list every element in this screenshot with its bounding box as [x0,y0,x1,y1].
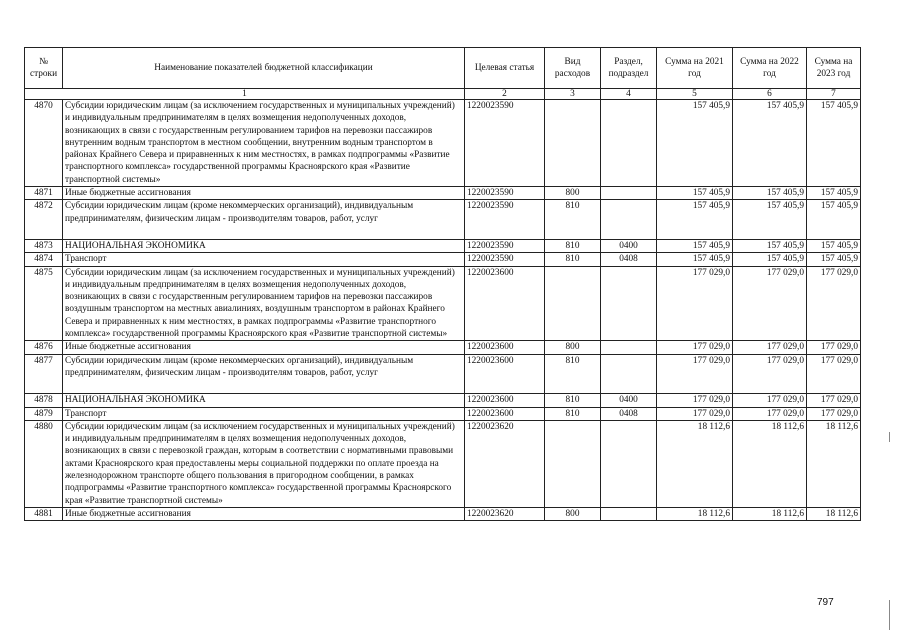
header-row [25,48,861,89]
row-name: Субсидии юридическим лицам (кроме некоммерческих организаций), индивидуальным предпринимателям, физическим лицам - производителям товаров, работ, услуг [63,200,465,225]
row-sum-2023: 18 112,6 [807,420,861,507]
row-sum-2023: 157 405,9 [807,253,861,266]
row-expense-type: 810 [545,200,601,225]
row-target: 1220023590 [465,253,545,266]
header-name: Наименование показателей бюджетной классификации [63,48,465,89]
row-sum-2023: 177 029,0 [807,394,861,407]
row-expense-type: 800 [545,187,601,200]
table-row [25,200,861,225]
row-target: 1220023600 [465,394,545,407]
scan-edge-mark [889,600,890,630]
row-name: Субсидии юридическим лицам (за исключением государственных и муниципальных учреждений) и индивидуальным предпринимателям в целях возмещения недополученных доходов, возникающих в связи с государственным регулированием тарифов на перевозки пассажиров внутренним водным транспортом в местном сообщении, внутренним водным транспортом в районах Крайнего Севера и приравненных к ним местностях, в рамках подпрограммы «Развитие транспортного комплекса» государственной программы Красноярского края «Развитие транспортной системы» [63,100,465,187]
row-sum-2021: 18 112,6 [657,507,733,520]
table-row [25,266,861,341]
row-number: 4881 [25,507,63,520]
row-sum-2022: 157 405,9 [733,253,807,266]
row-target: 1220023600 [465,266,545,341]
row-expense-type: 810 [545,253,601,266]
row-sum-2021: 157 405,9 [657,200,733,225]
row-sum-2021: 157 405,9 [657,239,733,252]
column-number-row [25,89,861,100]
row-name: НАЦИОНАЛЬНАЯ ЭКОНОМИКА [63,394,465,407]
page-number: 797 [817,597,834,608]
row-name: Субсидии юридическим лицам (за исключением государственных и муниципальных учреждений) и индивидуальным предпринимателям в целях возмещения недополученных доходов, возникающих в связи с перевозкой граждан, которым в соответствии с нормативными правовыми актами Красноярского края предоставлены меры социальной поддержки по оплате проезда на железнодорожном транспорте общего пользования в пригородном сообщении, в рамках подпрограммы «Развитие транспортного комплекса» государственной программы Красноярского края «Развитие транспортной системы» [63,420,465,507]
scan-edge-mark [889,432,890,442]
row-number: 4877 [25,354,63,379]
header-target: Целевая статья [465,48,545,89]
row-target: 1220023620 [465,507,545,520]
row-sum-2022: 18 112,6 [733,420,807,507]
table-row [25,239,861,252]
spacer-row [25,225,861,240]
table-row [25,253,861,266]
header-sum-2022: Сумма на 2022 год [733,48,807,89]
row-section [601,200,657,225]
row-sum-2021: 18 112,6 [657,420,733,507]
row-section [601,100,657,187]
row-sum-2023: 18 112,6 [807,507,861,520]
row-number: 4871 [25,187,63,200]
row-section: 0408 [601,253,657,266]
table-row [25,187,861,200]
row-number: 4880 [25,420,63,507]
row-expense-type [545,266,601,341]
column-number-1: 1 [25,89,465,100]
table-row [25,394,861,407]
row-section: 0408 [601,407,657,420]
row-sum-2022: 157 405,9 [733,200,807,225]
row-number: 4878 [25,394,63,407]
column-number-3: 3 [545,89,601,100]
row-section [601,507,657,520]
row-sum-2022: 18 112,6 [733,507,807,520]
row-sum-2023: 177 029,0 [807,407,861,420]
row-sum-2022: 157 405,9 [733,239,807,252]
row-name: Субсидии юридическим лицам (за исключением государственных и муниципальных учреждений) и индивидуальным предпринимателям в целях возмещения недополученных доходов, возникающих в связи с государственным регулированием тарифов на перевозки пассажиров воздушным транспортом на местных авиалиниях, воздушным транспортом в районах Крайнего Севера и приравненных к ним местностях, в рамках подпрограммы «Развитие транспортного комплекса» государственной программы Красноярского края «Развитие транспортной системы» [63,266,465,341]
table-row [25,354,861,379]
row-expense-type [545,100,601,187]
row-section: 0400 [601,394,657,407]
row-name: Иные бюджетные ассигнования [63,187,465,200]
row-section [601,266,657,341]
row-sum-2023: 177 029,0 [807,266,861,341]
row-name: Иные бюджетные ассигнования [63,341,465,354]
row-sum-2023: 157 405,9 [807,187,861,200]
row-name: НАЦИОНАЛЬНАЯ ЭКОНОМИКА [63,239,465,252]
row-number: 4872 [25,200,63,225]
row-sum-2021: 177 029,0 [657,341,733,354]
row-target: 1220023600 [465,341,545,354]
row-number: 4870 [25,100,63,187]
row-target: 1220023600 [465,407,545,420]
row-expense-type [545,420,601,507]
table-row [25,507,861,520]
table-row [25,341,861,354]
row-sum-2022: 177 029,0 [733,266,807,341]
row-expense-type: 810 [545,354,601,379]
row-sum-2021: 157 405,9 [657,253,733,266]
row-section [601,420,657,507]
header-sum-2023: Сумма на 2023 год [807,48,861,89]
table-row [25,100,861,187]
header-expense-type: Вид расходов [545,48,601,89]
row-sum-2023: 177 029,0 [807,341,861,354]
row-section: 0400 [601,239,657,252]
row-target: 1220023590 [465,187,545,200]
column-number-6: 6 [733,89,807,100]
row-sum-2021: 177 029,0 [657,394,733,407]
row-section [601,354,657,379]
row-target: 1220023590 [465,239,545,252]
row-sum-2021: 177 029,0 [657,266,733,341]
header-sum-2021: Сумма на 2021 год [657,48,733,89]
column-number-4: 4 [601,89,657,100]
row-expense-type: 800 [545,341,601,354]
header-row-no: № строки [25,48,63,89]
column-number-7: 7 [807,89,861,100]
row-expense-type: 810 [545,394,601,407]
row-sum-2021: 157 405,9 [657,100,733,187]
table-row [25,407,861,420]
row-sum-2023: 157 405,9 [807,200,861,225]
column-number-2: 2 [465,89,545,100]
row-number: 4876 [25,341,63,354]
row-number: 4874 [25,253,63,266]
row-number: 4873 [25,239,63,252]
table-row [25,420,861,507]
row-name: Иные бюджетные ассигнования [63,507,465,520]
row-sum-2022: 177 029,0 [733,407,807,420]
spacer-row [25,379,861,394]
row-sum-2021: 177 029,0 [657,354,733,379]
row-expense-type: 810 [545,239,601,252]
column-number-5: 5 [657,89,733,100]
row-name: Субсидии юридическим лицам (кроме некоммерческих организаций), индивидуальным предпринимателям, физическим лицам - производителям товаров, работ, услуг [63,354,465,379]
row-expense-type: 810 [545,407,601,420]
row-sum-2023: 157 405,9 [807,239,861,252]
row-target: 1220023590 [465,200,545,225]
row-sum-2022: 157 405,9 [733,100,807,187]
row-sum-2022: 177 029,0 [733,341,807,354]
row-sum-2022: 177 029,0 [733,394,807,407]
row-sum-2021: 157 405,9 [657,187,733,200]
row-sum-2021: 177 029,0 [657,407,733,420]
row-expense-type: 800 [545,507,601,520]
row-sum-2022: 177 029,0 [733,354,807,379]
header-section: Раздел, подраздел [601,48,657,89]
row-sum-2023: 177 029,0 [807,354,861,379]
row-name: Транспорт [63,253,465,266]
row-section [601,341,657,354]
budget-table [24,47,861,521]
row-sum-2022: 157 405,9 [733,187,807,200]
row-target: 1220023590 [465,100,545,187]
row-section [601,187,657,200]
row-name: Транспорт [63,407,465,420]
row-target: 1220023600 [465,354,545,379]
table-body [25,100,861,521]
row-number: 4875 [25,266,63,341]
row-target: 1220023620 [465,420,545,507]
row-number: 4879 [25,407,63,420]
row-sum-2023: 157 405,9 [807,100,861,187]
